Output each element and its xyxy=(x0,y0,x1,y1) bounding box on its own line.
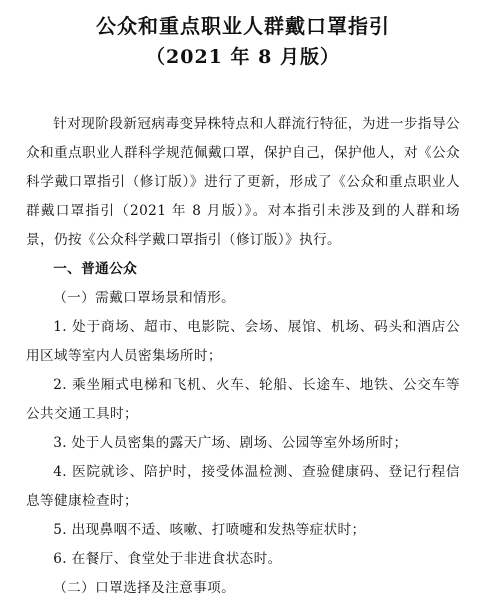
list-item: 4. 医院就诊、陪护时，接受体温检测、查验健康码、登记行程信息等健康检查时； xyxy=(26,464,460,509)
document-subtitle: （2021 年 8 月版） xyxy=(146,46,340,68)
document-title: 公众和重点职业人群戴口罩指引 xyxy=(96,14,390,38)
list-item: 6. 在餐厅、食堂处于非进食状态时。 xyxy=(53,551,282,567)
list-item: 2. 乘坐厢式电梯和飞机、火车、轮船、长途车、地铁、公交车等公共交通工具时； xyxy=(26,377,460,422)
list-item: 1. 处于商场、超市、电影院、会场、展馆、机场、码头和酒店公用区域等室内人员密集场所时； xyxy=(26,319,460,364)
subsection-heading-mask-scenarios: （一）需戴口罩场景和情形。 xyxy=(53,290,236,306)
subsection-heading-mask-selection: （二）口罩选择及注意事项。 xyxy=(53,580,236,596)
list-item: 5. 出现鼻咽不适、咳嗽、打喷嚏和发热等症状时； xyxy=(53,522,366,538)
document-body xyxy=(26,110,460,603)
section-heading-general-public: 一、普通公众 xyxy=(53,261,138,277)
intro-paragraph: 针对现阶段新冠病毒变异株特点和人群流行特征，为进一步指导公众和重点职业人群科学规范佩戴口罩，保护自己，保护他人，对《公众科学戴口罩指引（修订版）》进行了更新，形成了《公众和重点职业人群戴口罩指引（2021 年 8 月版）》。对本指引未涉及到的人群和场景，仍按《公众科学戴口罩指引（修订版）》执行。 xyxy=(26,116,460,248)
list-item: 3. 处于人员密集的露天广场、剧场、公园等室外场所时； xyxy=(53,435,408,451)
